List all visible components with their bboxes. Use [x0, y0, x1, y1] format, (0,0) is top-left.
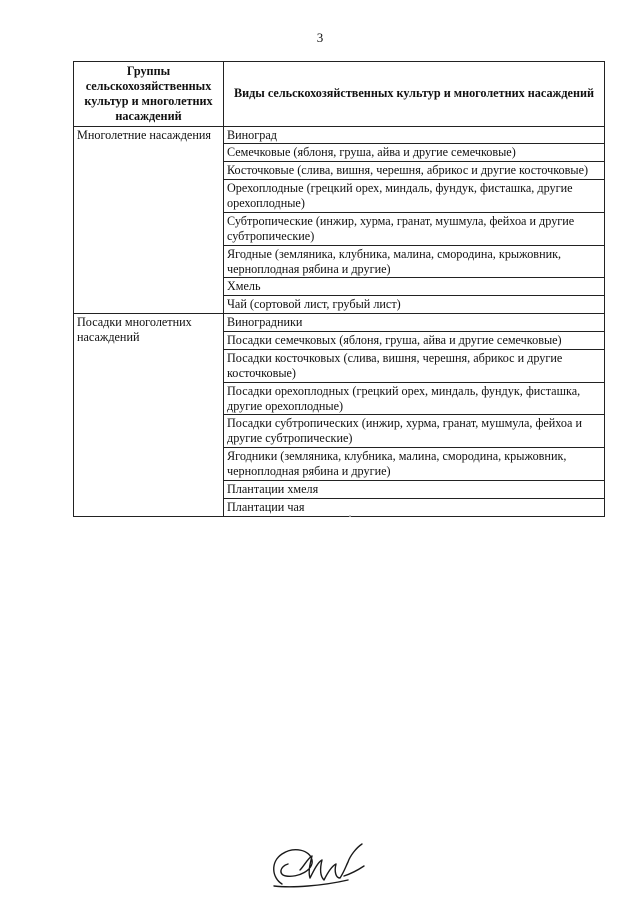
crops-table — [73, 61, 605, 517]
crop-type-cell: Косточковые (слива, вишня, черешня, абрикос и другие косточковые) — [224, 162, 605, 180]
table-header-row — [74, 62, 605, 127]
scan-speck — [349, 515, 351, 517]
header-groups: Группы сельскохозяйственных культур и многолетних насаждений — [74, 62, 224, 127]
crop-type-cell: Чай (сортовой лист, грубый лист) — [224, 296, 605, 314]
crop-type-cell: Субтропические (инжир, хурма, гранат, мушмула, фейхоа и другие субтропические) — [224, 212, 605, 245]
group-name-cell: Многолетние насаждения — [74, 126, 224, 314]
crop-type-cell: Посадки косточковых (слива, вишня, черешня, абрикос и другие косточковые) — [224, 349, 605, 382]
crop-type-cell: Виноградники — [224, 314, 605, 332]
header-types: Виды сельскохозяйственных культур и многолетних насаждений — [224, 62, 605, 127]
page-number: 3 — [316, 30, 324, 45]
table-body — [74, 126, 605, 516]
group-name-cell: Посадки многолетних насаждений — [74, 314, 224, 517]
crop-type-cell: Посадки орехоплодных (грецкий орех, миндаль, фундук, фисташка, другие орехоплодные) — [224, 382, 605, 415]
crop-type-cell: Хмель — [224, 278, 605, 296]
crop-type-cell: Ягодники (земляника, клубника, малина, смородина, крыжовник, черноплодная рябина и другие) — [224, 448, 605, 481]
signature-image — [252, 826, 382, 896]
crop-type-cell: Плантации хмеля — [224, 480, 605, 498]
crop-type-cell: Орехоплодные (грецкий орех, миндаль, фундук, фисташка, другие орехоплодные) — [224, 180, 605, 213]
crop-type-cell: Виноград — [224, 126, 605, 144]
crop-type-cell: Плантации чая — [224, 498, 605, 516]
crop-type-cell: Ягодные (земляника, клубника, малина, смородина, крыжовник, черноплодная рябина и другие) — [224, 245, 605, 278]
table-row — [74, 126, 605, 144]
crop-type-cell: Посадки семечковых (яблоня, груша, айва и другие семечковые) — [224, 332, 605, 350]
crop-type-cell: Посадки субтропических (инжир, хурма, гранат, мушмула, фейхоа и другие субтропические) — [224, 415, 605, 448]
table-row — [74, 314, 605, 332]
crop-type-cell: Семечковые (яблоня, груша, айва и другие семечковые) — [224, 144, 605, 162]
